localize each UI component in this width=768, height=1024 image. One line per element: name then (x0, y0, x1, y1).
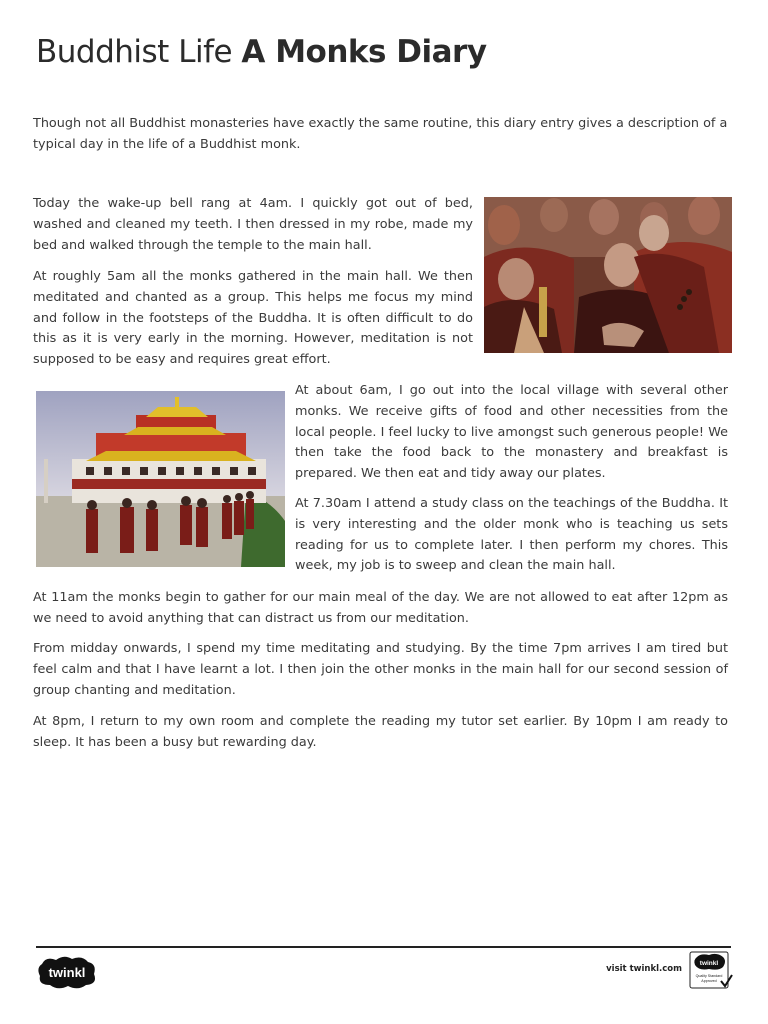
title-light: Buddhist Life (36, 34, 233, 70)
logo-text: twinkl (48, 965, 86, 980)
diary-paragraph-wake-up: Today the wake-up bell rang at 4am. I quickly got out of bed, washed and cleaned my teeth. I then dressed in my robe, made my bed and walked through the temple to the main hall. (33, 196, 473, 253)
diary-paragraph-village: At about 6am, I go out into the local village with several other monks. We receive gifts of food and other necessities from the local people. I feel lucky to live amongst such generous people! We then take the food back to the monastery and breakfast is prepared. We then eat and tidy away our plates. (295, 383, 728, 482)
seated-monks-photo (484, 197, 732, 353)
visit-website-link[interactable]: visit twinkl.com (606, 964, 682, 974)
diary-paragraph-meditation: At roughly 5am all the monks gathered in the main hall. We then meditated and chanted as a group. This helps me focus my mind and follow in the footsteps of the Buddha. It is often difficult to do this as it is very early in the morning. However, meditation is not supposed to be easy and requires great effort. (33, 269, 473, 368)
diary-paragraph-evening: At 8pm, I return to my own room and complete the reading my tutor set earlier. By 10pm I am ready to sleep. It has been a busy but rewarding day. (33, 714, 728, 750)
svg-text:Quality Standard: Quality Standard (695, 974, 723, 978)
intro-paragraph: Though not all Buddhist monasteries have exactly the same routine, this diary entry gives a description of a typical day in the life of a Buddhist monk. (33, 116, 728, 152)
svg-text:Approved: Approved (701, 979, 717, 983)
diary-paragraph-afternoon: From midday onwards, I spend my time meditating and studying. By the time 7pm arrives I am tired but feel calm and that I have learnt a lot. I then join the other monks in the main hall for our second session of group chanting and meditation. (33, 641, 728, 698)
monastery-photo (36, 391, 285, 567)
diary-paragraph-meal: At 11am the monks begin to gather for our main meal of the day. We are not allowed to eat after 12pm as we need to avoid anything that can distract us from our meditation. (33, 590, 728, 626)
twinkl-logo[interactable] (36, 954, 98, 990)
diary-paragraph-study: At 7.30am I attend a study class on the teachings of the Buddha. It is very interesting and the older monk who is teaching us sets reading for us to complete later. I then perform my chores. This week, my job is to sweep and clean the main hall. (295, 496, 728, 574)
page-title (36, 34, 487, 70)
title-bold: A Monks Diary (241, 34, 487, 70)
footer-divider (36, 946, 731, 948)
badge-brand-text: twinkl (699, 960, 719, 967)
quality-standard-badge (689, 951, 733, 991)
